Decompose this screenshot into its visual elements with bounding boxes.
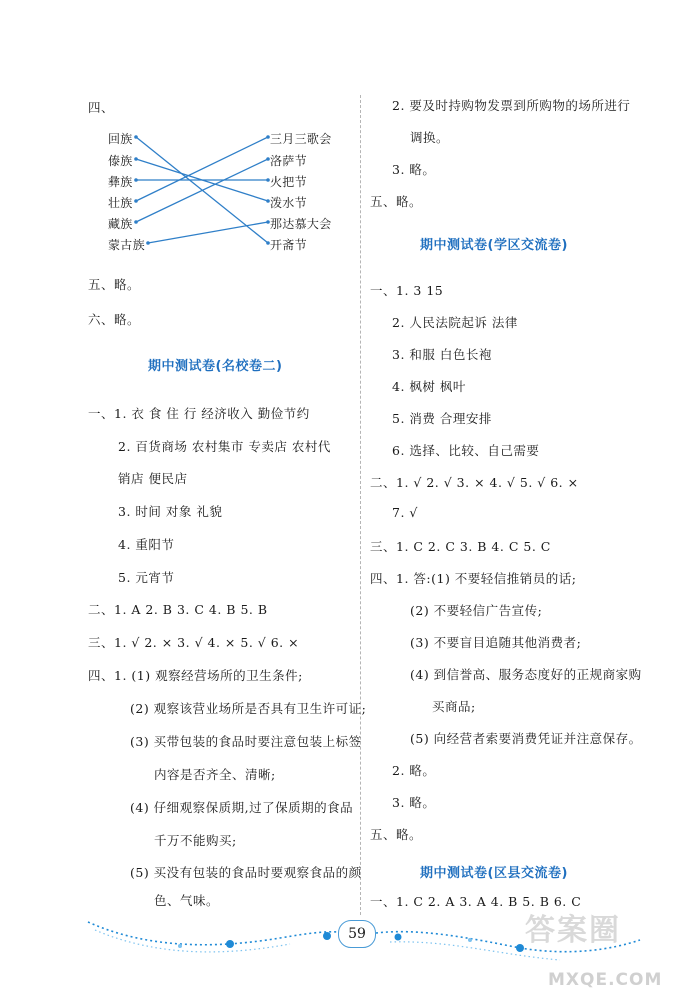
answer-line: 四、1. (1) 观察经营场所的卫生条件;	[88, 668, 303, 683]
answer-line: 2. 要及时持购物发票到所购物的场所进行	[392, 98, 631, 113]
answer-line: (3) 不要盲目追随其他消费者;	[410, 635, 582, 650]
footer-dot	[178, 944, 182, 948]
answer-line: (2) 不要轻信广告宣传;	[410, 603, 543, 618]
match-dot-l6	[146, 241, 150, 245]
match-right-2: 洛萨节	[270, 154, 307, 168]
answer-line: 4. 重阳节	[118, 537, 175, 552]
match-left-5: 藏族	[108, 217, 133, 231]
match-left-2: 傣族	[108, 154, 133, 168]
answer-line: 二、1. √ 2. √ 3. × 4. √ 5. √ 6. ×	[370, 475, 579, 490]
answer-line: 5. 元宵节	[118, 570, 175, 585]
answer-line: 3. 略。	[392, 162, 436, 177]
match-left-6: 蒙古族	[108, 238, 145, 252]
match-dot-r2	[266, 157, 270, 161]
watermark-url: MXQE.COM	[548, 970, 663, 990]
answer-line: 6. 选择、比较、自己需要	[392, 443, 540, 458]
match-dot-l3	[134, 178, 138, 182]
question-4-label: 四、	[88, 100, 115, 115]
section-title-xuequ: 期中测试卷(学区交流卷)	[420, 238, 568, 253]
match-dot-l4	[134, 199, 138, 203]
match-dot-r3	[266, 178, 270, 182]
answer-line: 7. √	[392, 505, 418, 520]
answer-line: 内容是否齐全、清晰;	[154, 767, 276, 782]
answer-line: 四、1. 答:(1) 不要轻信推销员的话;	[370, 571, 577, 586]
answer-line: (4) 仔细观察保质期,过了保质期的食品	[130, 800, 354, 815]
section-title-mingxiao-2: 期中测试卷(名校卷二)	[148, 359, 283, 374]
answer-line: 3. 和服 白色长袍	[392, 347, 492, 362]
answer-line: 销店 便民店	[118, 471, 188, 486]
answer-line: 2. 略。	[392, 763, 436, 778]
match-right-3: 火把节	[270, 175, 307, 189]
answer-line: 2. 百货商场 农村集市 专卖店 农村代	[118, 439, 331, 454]
section-title-quxian: 期中测试卷(区县交流卷)	[420, 866, 568, 881]
answer-line: (2) 观察该营业场所是否具有卫生许可证;	[130, 701, 367, 716]
match-dot-l1	[134, 135, 138, 139]
watermark-logo: 答案圈	[525, 913, 621, 948]
question-5: 五、略。	[88, 277, 141, 292]
answer-line: (5) 买没有包装的食品时要观察食品的颜	[130, 865, 362, 880]
answer-line: (3) 买带包装的食品时要注意包装上标签	[130, 734, 362, 749]
match-dot-r4	[266, 199, 270, 203]
match-right-1: 三月三歌会	[270, 132, 332, 146]
answer-line: (4) 到信誉高、服务态度好的正规商家购	[410, 667, 642, 682]
answer-line: 调换。	[410, 130, 450, 145]
answer-line: 买商品;	[432, 699, 476, 714]
answer-line: 3. 略。	[392, 795, 436, 810]
matching-lines	[0, 0, 697, 300]
page-number: 59	[338, 920, 376, 948]
answer-line: 一、1. C 2. A 3. A 4. B 5. B 6. C	[370, 894, 582, 909]
answer-line: 一、1. 3 15	[370, 283, 444, 298]
match-dot-l2	[134, 157, 138, 161]
answer-line: 色、气味。	[154, 893, 220, 908]
footer-dot	[323, 932, 331, 940]
answer-line: 3. 时间 对象 礼貌	[118, 504, 223, 519]
answer-line: 五、略。	[370, 827, 423, 842]
match-left-1: 回族	[108, 132, 133, 146]
match-right-4: 泼水节	[270, 196, 307, 210]
match-dot-r6	[266, 241, 270, 245]
footer-dot	[395, 934, 402, 941]
match-dot-r1	[266, 135, 270, 139]
answer-line: 三、1. C 2. C 3. B 4. C 5. C	[370, 539, 551, 554]
footer-dot	[516, 944, 524, 952]
answer-line: 三、1. √ 2. × 3. √ 4. × 5. √ 6. ×	[88, 635, 300, 650]
match-right-6: 开斋节	[270, 238, 307, 252]
match-dot-r5	[266, 220, 270, 224]
match-dot-l5	[134, 220, 138, 224]
answer-line: 5. 消费 合理安排	[392, 411, 492, 426]
match-right-5: 那达慕大会	[270, 217, 332, 231]
answer-line: 2. 人民法院起诉 法律	[392, 315, 518, 330]
footer-dot	[468, 938, 472, 942]
answer-line: 千万不能购买;	[154, 833, 237, 848]
match-left-4: 壮族	[108, 196, 133, 210]
match-line-6	[148, 222, 268, 243]
match-left-3: 彝族	[108, 175, 133, 189]
footer-dot	[226, 940, 234, 948]
answer-line: 一、1. 衣 食 住 行 经济收入 勤俭节约	[88, 406, 310, 421]
answer-line: (5) 向经营者索要消费凭证并注意保存。	[410, 731, 642, 746]
question-6: 六、略。	[88, 312, 141, 327]
answer-line: 二、1. A 2. B 3. C 4. B 5. B	[88, 602, 268, 617]
answer-line: 五、略。	[370, 194, 423, 209]
answer-line: 4. 枫树 枫叶	[392, 379, 466, 394]
